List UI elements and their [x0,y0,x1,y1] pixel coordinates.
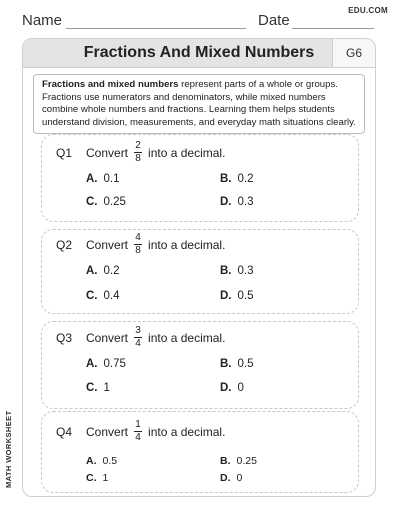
intro-text: represent parts of a whole or groups. Fractions use numerators and denominators, while mixed numbers combine whole numbers and fractions. Learning them helps students understand division, measurements, and everyday math situations clearly. [42,79,356,128]
option-d[interactable]: D. 0.3 [220,196,254,208]
worksheet [22,38,376,497]
question-prefix: Convert [86,145,129,160]
grade-badge: G6 [332,39,375,67]
option-a[interactable]: A. 0.2 [86,265,120,277]
date-label: Date [258,12,290,29]
fraction-numerator: 3 [135,325,141,336]
question-card-3 [41,321,359,409]
option-b[interactable]: B. 0.25 [220,455,257,467]
question-prefix: Convert [86,237,129,252]
option-b[interactable]: B. 0.3 [220,265,254,277]
option-d[interactable]: D. 0.5 [220,290,254,302]
question-prefix: Convert [86,424,129,439]
question-number: Q3 [56,330,73,345]
question-number: Q4 [56,424,73,439]
fraction-denominator: 4 [135,432,141,443]
question-line [56,233,225,256]
name-label: Name [22,12,63,29]
question-suffix: into a decimal. [148,424,226,439]
question-suffix: into a decimal. [148,330,226,345]
question-suffix: into a decimal. [148,237,226,252]
title-bar [23,39,375,68]
question-line [56,141,225,164]
name-line[interactable] [66,28,246,29]
question-card-2 [41,229,359,314]
option-c[interactable]: C. 1 [86,472,109,484]
fraction [134,233,142,256]
fraction-denominator: 4 [135,338,141,349]
fraction [134,141,142,164]
edu-logo: EDU.COM [348,6,388,15]
intro-box [33,74,365,134]
question-card-4 [41,411,359,493]
fraction-numerator: 2 [135,140,141,151]
fraction-denominator: 8 [135,153,141,164]
option-b[interactable]: B. 0.2 [220,173,254,185]
date-line[interactable] [292,28,374,29]
option-c[interactable]: C. 0.25 [86,196,126,208]
option-a[interactable]: A. 0.5 [86,455,118,467]
side-label: MATH WORKSHEET [4,410,13,488]
option-b[interactable]: B. 0.5 [220,358,254,370]
question-line [56,326,225,349]
question-number: Q2 [56,237,73,252]
fraction-denominator: 8 [135,245,141,256]
option-c[interactable]: C. 1 [86,382,110,394]
question-suffix: into a decimal. [148,145,226,160]
question-card-1 [41,134,359,222]
fraction-numerator: 4 [135,232,141,243]
option-c[interactable]: C. 0.4 [86,290,120,302]
option-a[interactable]: A. 0.1 [86,173,120,185]
question-number: Q1 [56,145,73,160]
worksheet-title: Fractions And Mixed Numbers [83,44,315,61]
question-prefix: Convert [86,330,129,345]
fraction-numerator: 1 [135,419,141,430]
fraction [134,326,142,349]
question-line [56,420,225,443]
option-d[interactable]: D. 0 [220,472,243,484]
option-a[interactable]: A. 0.75 [86,358,126,370]
option-d[interactable]: D. 0 [220,382,244,394]
intro-bold: Fractions and mixed numbers [42,79,179,90]
fraction [134,420,142,443]
